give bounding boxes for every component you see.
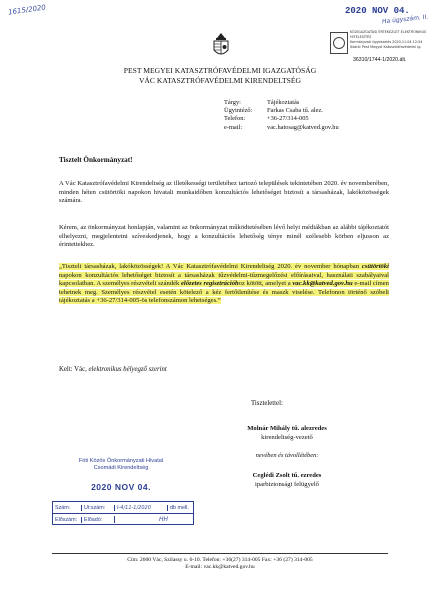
received-date-stamp: 2020 NOV 04. [345,6,410,16]
seal-logo-icon [330,32,348,54]
meta-value: +36-27/314-005 [267,115,309,123]
meta-label: Telefon: [224,115,246,123]
notice-text: oz kötött, amelyet a [238,280,293,288]
salutation: Tisztelt Önkormányzat! [59,156,133,164]
meta-label: Tárgy: [224,99,241,106]
signer-2-name: Ceglédi Zsolt tű. ezredes [252,472,322,479]
header-line-1: PEST MEGYEI KATASZTRÓFAVÉDELMI IGAZGATÓSÁG [123,66,317,75]
header-line-2: VÁC KATASZTRÓFAVÉDELMI KIRENDELTSÉG [138,76,302,85]
notice-email: vac.kk@katved.gov.hu [292,280,353,288]
place-date-value: elektronikus bélyegző szerint [88,366,167,373]
meta-block [224,99,339,132]
registration-number: 36310/1744-1/2020.ált. [353,57,407,63]
closing: Tisztelettel: [251,400,283,407]
notice-text: napokon konzultációs lehetőséget biztosít a társasházak tűzvédelmi-tűzmegelőzési előírásaival, használati szabályaival kapcsolatban. A személyes részvételi szándék [59,271,389,288]
signer-1-name: Molnár Mihály tű. alezredes [247,425,327,432]
notice-emphasis: csütörtöki [361,263,389,270]
place-date-label: Kelt: Vác, [59,366,89,373]
signer-1 [212,424,362,442]
grid-handwritten: HH [114,516,168,523]
grid-label: db mell. [167,505,189,511]
meta-label: e-mail: [224,123,243,131]
paragraph-1: A Vác Katasztrófavédelmi Kirendeltség az illetékességi területéhez tartozó települések tekintetében 2020. év novemberében, minden héten csütörtöki napokon hivatali munkaidőben konzultációs lehetőséget biztosít a társasházak, lakóközösségek számára. [59,180,389,205]
grid-label: Szám: [55,504,71,511]
notice-text: „Tisztelt társasházak, lakóközösségek! A Vác Katasztrófavédelmi Kirendeltség 2020. év november hónapban [59,263,362,270]
incoming-org-2: Csomádi Kirendeltség [93,464,149,471]
notice-emphasis: előzetes regisztrációh [180,280,239,288]
signer-2-title: iparbiztonsági felügyelő [255,481,319,488]
reg-line-3: Iktató: Pest Megyei Katasztrófavédelmi Ig. [350,45,422,49]
meta-value: vac.hatosag@katved.gov.hu [267,123,339,131]
grid-label: Előadó: [81,517,114,523]
corner-handwritten-note: 1615/2020 [7,3,47,17]
meta-label: Ügyintéző: [224,107,253,115]
place-date [59,366,167,373]
incoming-stamp [62,458,180,492]
incoming-date: 2020 NOV 04. [91,482,151,493]
reg-line-1: KÖZIGAZGATÁSI ÉRTEKEZLET ELEKTRONIKUS HITELESÍTÉS [350,30,427,39]
meta-value: Tájékoztatás [267,99,300,106]
grid-label: Ut:szám: [81,505,114,511]
footer-email: E-mail: vac.kk@katved.gov.hu [185,564,255,571]
registration-stamp [330,30,432,56]
highlighted-notice [59,263,389,306]
signer-1-title: kirendeltség-vezető [261,434,313,441]
grid-label: Előszám: [55,516,78,523]
footer-divider [52,553,388,554]
stamp-handwritten-note: Ha ügyszám. II. [381,13,429,26]
deputy-note: nevében és távollétében: [255,452,319,459]
incoming-org-1: Fóti Közös Önkormányzati Hivatal [78,458,164,464]
signer-2 [212,471,362,489]
meta-value: Farkas Csaba tű. alez. [267,107,323,115]
paragraph-2: Kérem, az önkormányzat honlapján, valamint az önkormányzat működtetésében lévő helyi médiákban az alábbi tájékoztatót elhelyezni, megjelentetni szíveskedjenek, hogy a konzultációs lehetőség ténye minél szélesebb körben eljusson az érintettekhez. [59,224,389,249]
grid-handwritten: I-4/11-1/2020 [114,505,167,511]
footer-address: Cím: 2600 Vác, Szilassy u. 6-10. Telefon: +36(27) 314-005 Fax: +36 (27) 314-005 [127,557,313,563]
footer [0,557,440,572]
reg-line-2: Kormányzati ügykezelés 2020.11.04 12:54 [350,40,423,44]
coat-of-arms-icon [212,32,230,58]
notice-text: e-mail címen tehetnek meg. Személyes részvétel esetén kötelező a kéz fertőtlenítése és maszk viselése. Telefonon történő szóbeli tájékoztatás a +36-27/314-005-ös telefonszámon lehetséges.” [59,280,389,305]
incoming-stamp-grid [52,501,194,525]
